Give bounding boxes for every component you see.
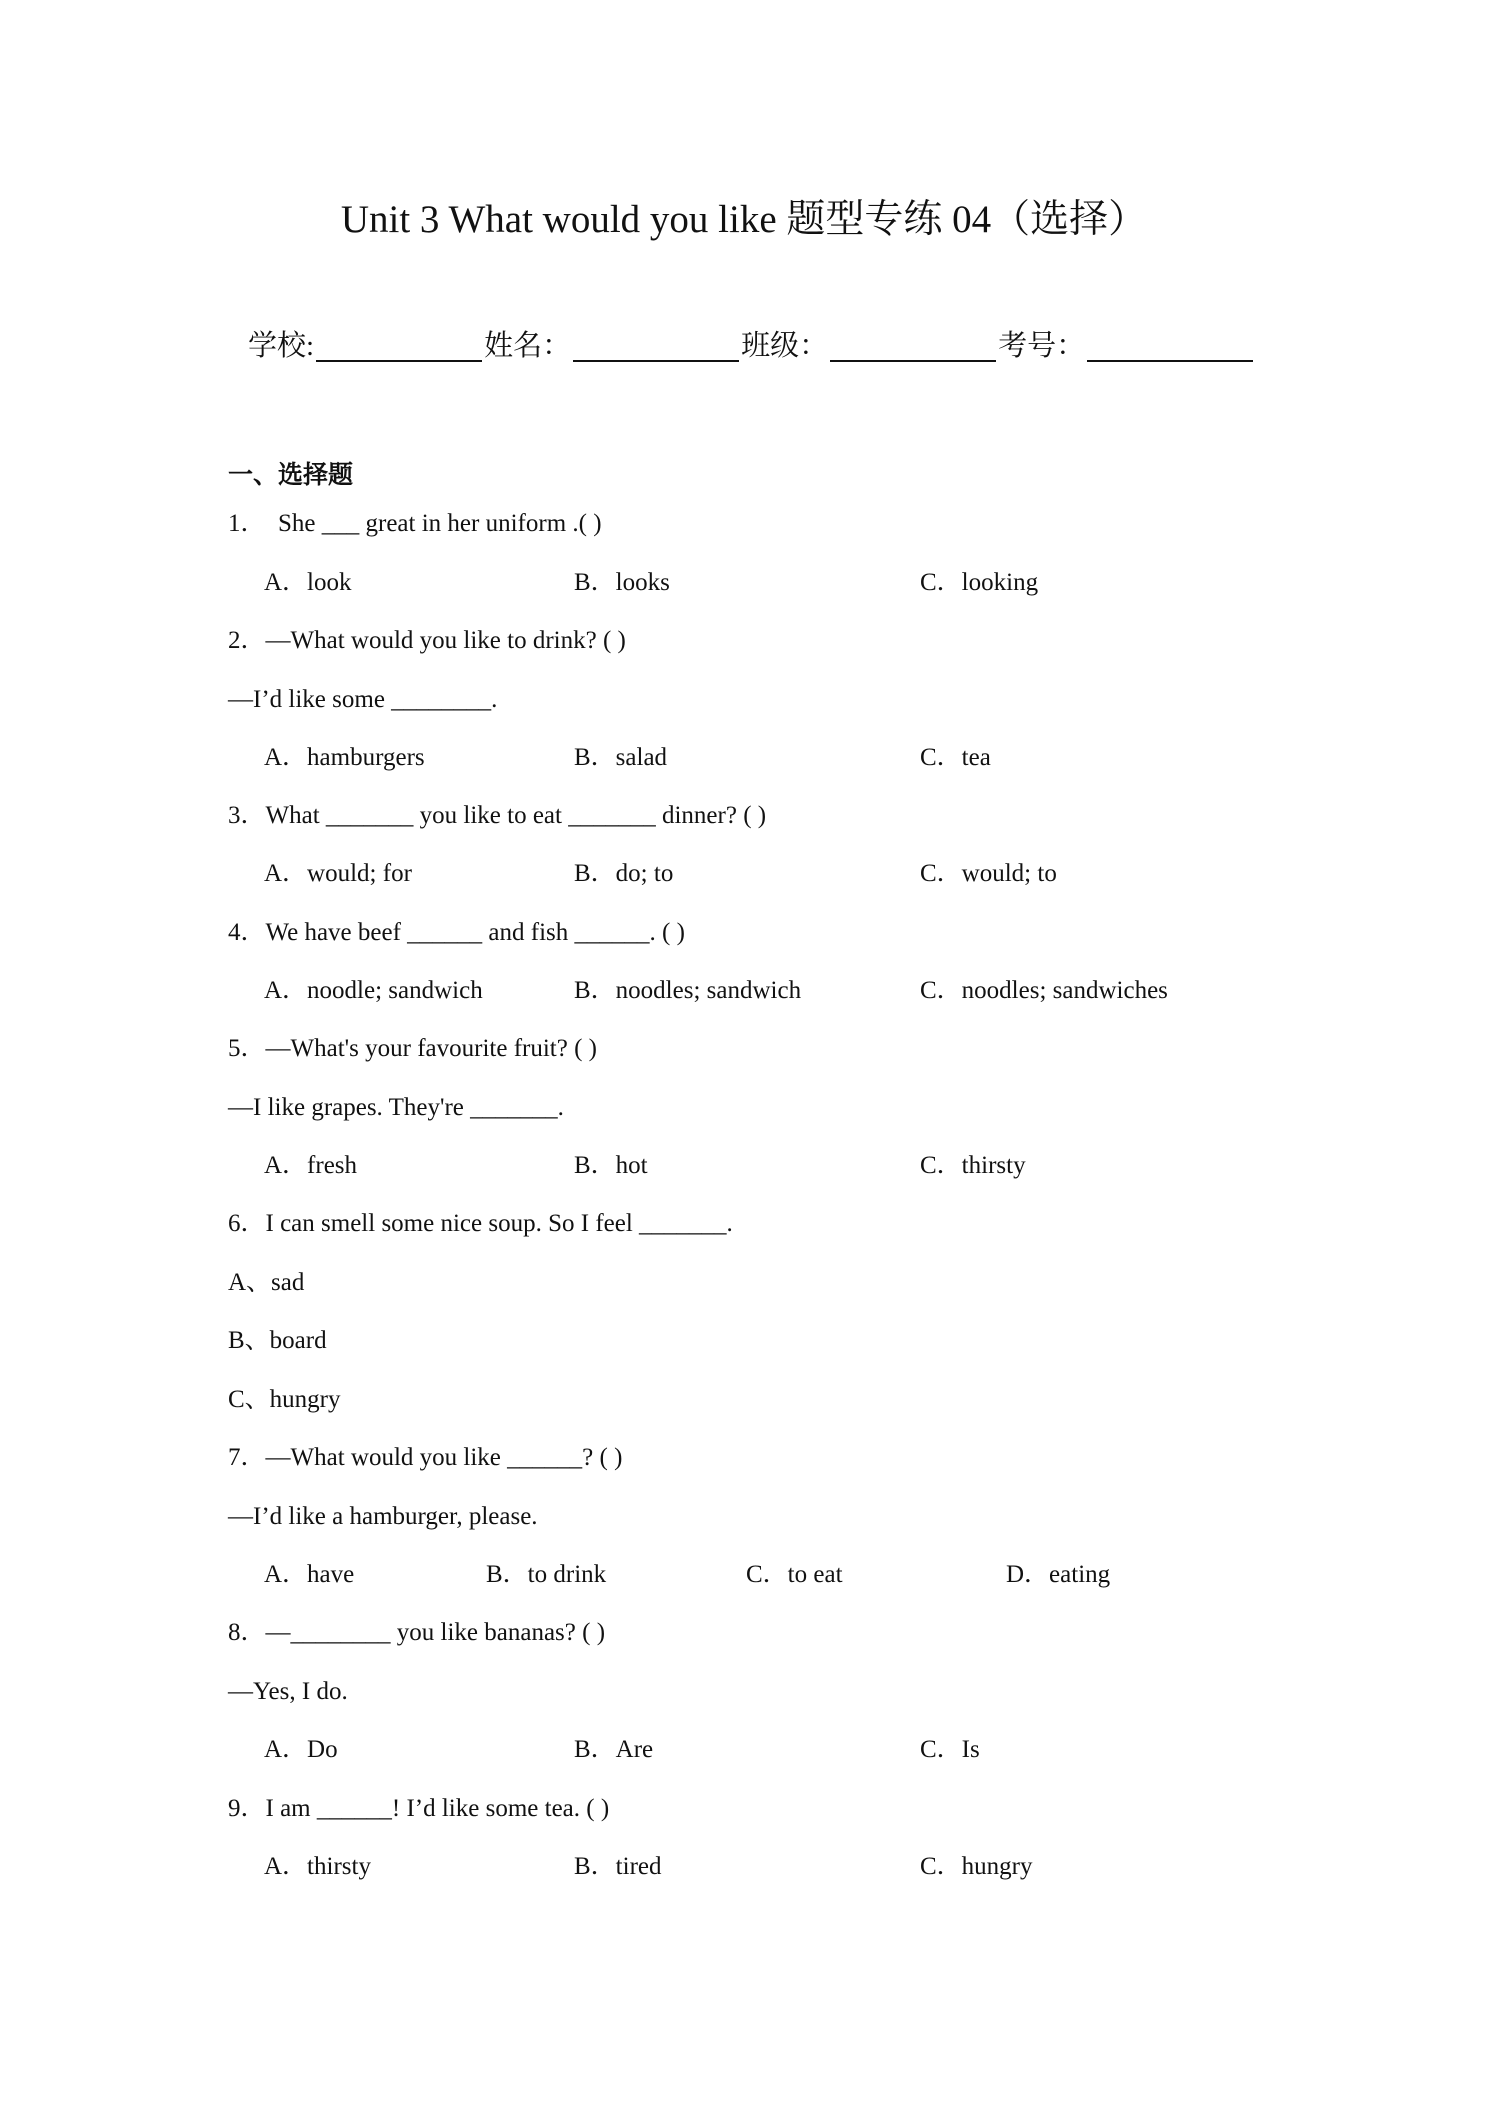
question-7 [228, 1441, 622, 1475]
class-blank [830, 330, 996, 362]
option-a: A．look [264, 569, 352, 596]
option-a: A．hamburgers [264, 744, 425, 771]
question-number: 8． [228, 1619, 266, 1646]
class-label: 班级： [741, 330, 829, 362]
option-a: A．fresh [264, 1152, 358, 1179]
question-5-response: —I like grapes. They're _______. [228, 1094, 564, 1121]
option-a: A．noodle; sandwich [264, 977, 483, 1004]
exam-number-label: 考号： [998, 330, 1086, 362]
option-b: B．tired [574, 1853, 662, 1880]
question-text: What _______ you like to eat _______ dinner? ( ) [265, 802, 767, 829]
question-9 [228, 1792, 609, 1826]
question-text: —What would you like ______? ( ) [265, 1444, 623, 1471]
question-number: 7． [228, 1444, 266, 1471]
question-number: 5． [228, 1035, 266, 1062]
option-b: B．salad [574, 744, 668, 771]
question-2 [228, 624, 626, 658]
question-text: She ___ great in her uniform .( ) [278, 510, 602, 537]
page-title: Unit 3 What would you like 题型专练 04（选择） [340, 198, 1148, 241]
option-d: D．eating [1006, 1561, 1111, 1588]
school-blank [316, 330, 482, 362]
option-a: A、sad [228, 1269, 305, 1296]
option-b: B、board [228, 1327, 327, 1354]
question-7-response: —I’d like a hamburger, please. [228, 1503, 538, 1530]
question-number: 3． [228, 802, 266, 829]
option-c: C．noodles; sandwiches [920, 977, 1168, 1004]
question-4 [228, 916, 685, 950]
exam-number-blank [1087, 330, 1253, 362]
question-1 [228, 507, 602, 541]
question-text: —________ you like bananas? ( ) [265, 1619, 606, 1646]
question-8-response: —Yes, I do. [228, 1678, 348, 1705]
name-blank [573, 330, 739, 362]
option-c: C．hungry [920, 1853, 1033, 1880]
option-a: A．would; for [264, 860, 412, 887]
option-c: C．thirsty [920, 1152, 1026, 1179]
option-c: C、hungry [228, 1386, 341, 1413]
school-label: 学校: [248, 330, 315, 362]
option-c: C．Is [920, 1736, 980, 1763]
section-title: 一、选择题 [228, 462, 354, 489]
option-a: A．Do [264, 1736, 338, 1763]
question-number: 1． [228, 510, 266, 537]
question-2-response: —I’d like some ________. [228, 686, 498, 713]
question-text: We have beef ______ and fish ______. ( ) [265, 919, 685, 946]
option-c: C．to eat [746, 1561, 843, 1588]
option-b: B．do; to [574, 860, 674, 887]
option-b: B．looks [574, 569, 670, 596]
name-label: 姓名： [484, 330, 572, 362]
question-number: 2． [228, 627, 266, 654]
question-3 [228, 799, 766, 833]
student-info-header [248, 326, 1255, 366]
question-8 [228, 1616, 605, 1650]
question-number: 6． [228, 1210, 266, 1237]
question-text: I am ______! I’d like some tea. ( ) [265, 1795, 610, 1822]
option-c: C．would; to [920, 860, 1057, 887]
question-number: 9． [228, 1795, 266, 1822]
question-number: 4． [228, 919, 266, 946]
option-b: B．Are [574, 1736, 654, 1763]
question-text: I can smell some nice soup. So I feel _______. [265, 1210, 733, 1237]
question-text: —What would you like to drink? ( ) [265, 627, 626, 654]
option-a: A．thirsty [264, 1853, 371, 1880]
question-5 [228, 1032, 597, 1066]
option-c: C．looking [920, 569, 1039, 596]
option-b: B．noodles; sandwich [574, 977, 802, 1004]
question-text: —What's your favourite fruit? ( ) [265, 1035, 597, 1062]
option-c: C．tea [920, 744, 991, 771]
option-b: B．hot [574, 1152, 648, 1179]
question-6 [228, 1207, 733, 1241]
option-b: B．to drink [486, 1561, 607, 1588]
option-a: A．have [264, 1561, 355, 1588]
